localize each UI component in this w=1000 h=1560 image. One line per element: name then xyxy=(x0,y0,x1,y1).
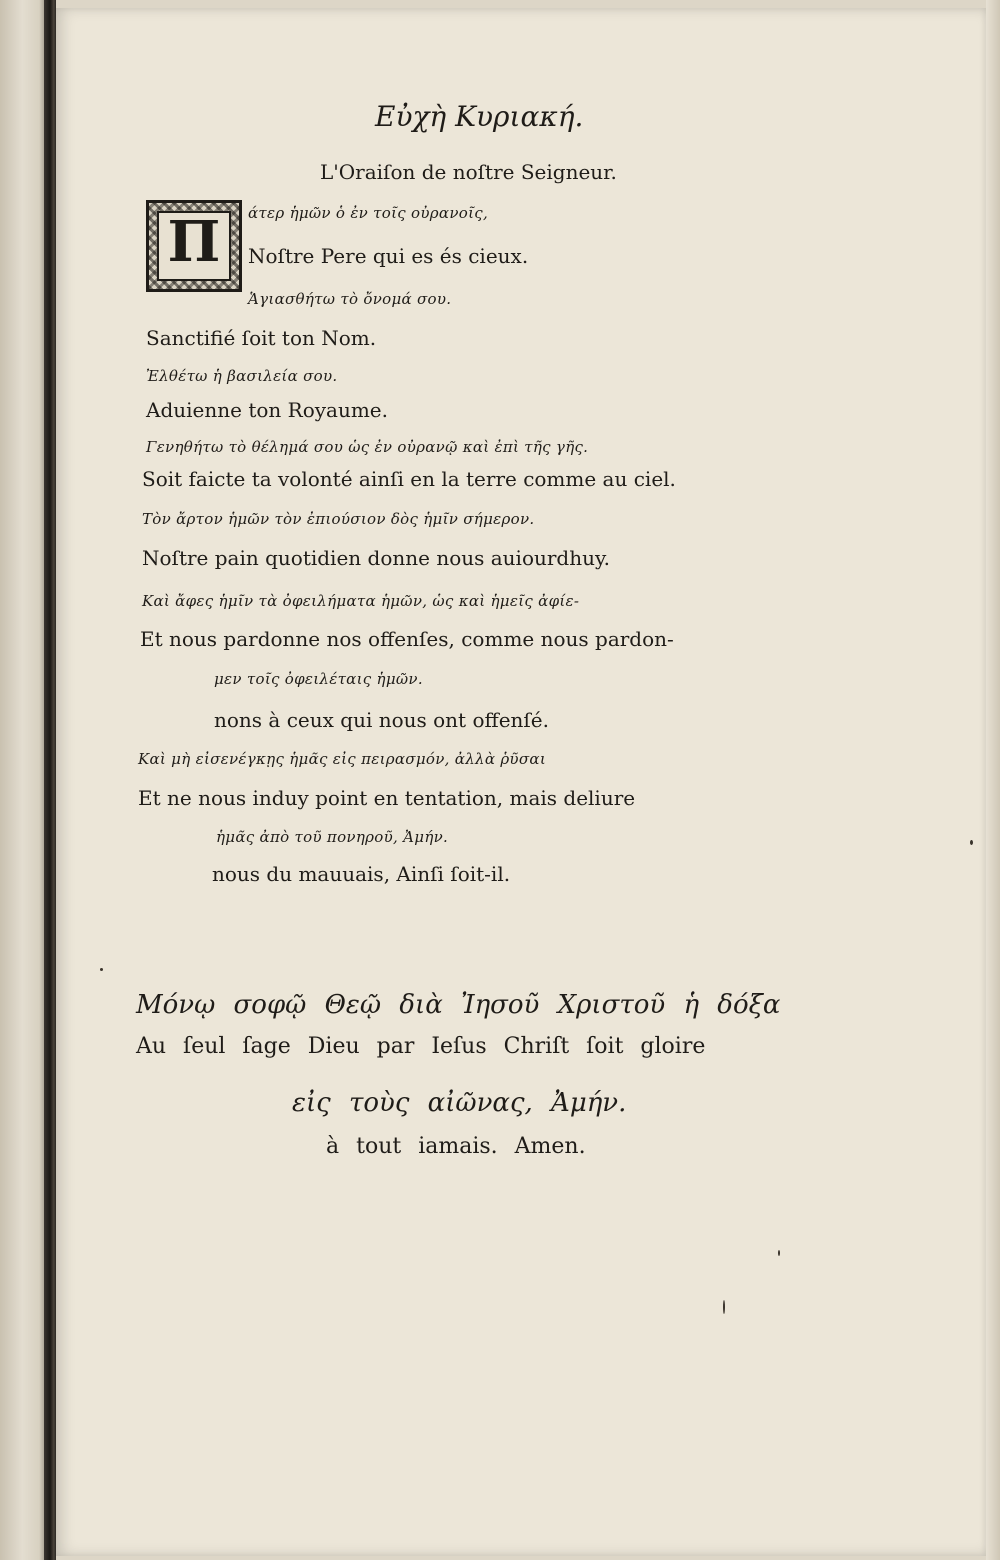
initial-letter: Π xyxy=(167,209,221,275)
prayer-line-french: Aduienne ton Royaume. xyxy=(146,398,388,422)
doxology-greek-line-2: εἰς τοὺς αἰῶνας, Ἀμήν. xyxy=(292,1088,627,1118)
decorated-initial xyxy=(146,200,242,292)
doxology-french-line-1: Au ſeul ſage Dieu par Ieſus Chriſt ſoit gloire xyxy=(136,1034,706,1059)
prayer-line-greek: άτερ ἡμῶν ὁ ἐν τοῖς οὐρανοῖς, xyxy=(248,204,489,222)
paper-speck xyxy=(778,1250,780,1256)
paper-speck xyxy=(100,968,103,971)
book-spine-shadow xyxy=(44,0,54,1560)
prayer-line-french: Noſtre pain quotidien donne nous auiourdhuy. xyxy=(142,546,610,570)
paper-speck xyxy=(723,1300,725,1314)
prayer-line-greek: Ἐλθέτω ἡ βασιλεία σου. xyxy=(146,367,338,385)
doxology-french-line-2: à tout iamais. Amen. xyxy=(326,1134,586,1159)
prayer-line-greek: Γενηθήτω τὸ θέλημά σου ὡς ἐν οὐρανῷ καὶ ἐπὶ τῆς γῆς. xyxy=(146,438,589,456)
page-edge xyxy=(986,0,1000,1560)
prayer-line-greek: Τὸν ἄρτον ἡμῶν τὸν ἐπιούσιον δὸς ἡμῖν σήμερον. xyxy=(142,510,535,528)
page-subtitle: L'Oraiſon de noſtre Seigneur. xyxy=(320,160,617,184)
page-title: Εὐχὴ Κυριακή. xyxy=(375,100,584,133)
prayer-line-french: nons à ceux qui nous ont offenſé. xyxy=(214,708,549,732)
prayer-line-french: Et ne nous induy point en tentation, mais deliure xyxy=(138,786,636,810)
doxology-greek-line-1: Μόνῳ σοφῷ Θεῷ διὰ Ἰησοῦ Χριστοῦ ἡ δόξα xyxy=(136,990,781,1020)
prayer-line-french: Sanctifié ſoit ton Nom. xyxy=(146,326,377,350)
prayer-line-greek: μεν τοῖς ὀφειλέταις ἡμῶν. xyxy=(214,670,423,688)
prayer-line-french: Soit faicte ta volonté ainſi en la terre comme au ciel. xyxy=(142,467,676,491)
prayer-line-greek: Καὶ μὴ εἰσενέγκῃς ἡμᾶς εἰς πειρασμόν, ἀλλὰ ῥῦσαι xyxy=(138,750,547,768)
prayer-line-greek: ἡμᾶς ἀπὸ τοῦ πονηροῦ, Ἀμήν. xyxy=(216,828,449,846)
prayer-line-french: Et nous pardonne nos offenſes, comme nous pardon- xyxy=(140,627,674,651)
prayer-line-french: Noſtre Pere qui es és cieux. xyxy=(248,244,529,268)
prayer-line-french: nous du mauuais, Ainſi ſoit-il. xyxy=(212,862,511,886)
prayer-line-greek: Ἁγιασθήτω τὸ ὄνομά σου. xyxy=(248,290,452,308)
prayer-line-greek: Καὶ ἄφες ἡμῖν τὰ ὀφειλήματα ἡμῶν, ὡς καὶ ἡμεῖς ἀφίε- xyxy=(142,592,580,610)
paper-speck xyxy=(970,840,973,845)
